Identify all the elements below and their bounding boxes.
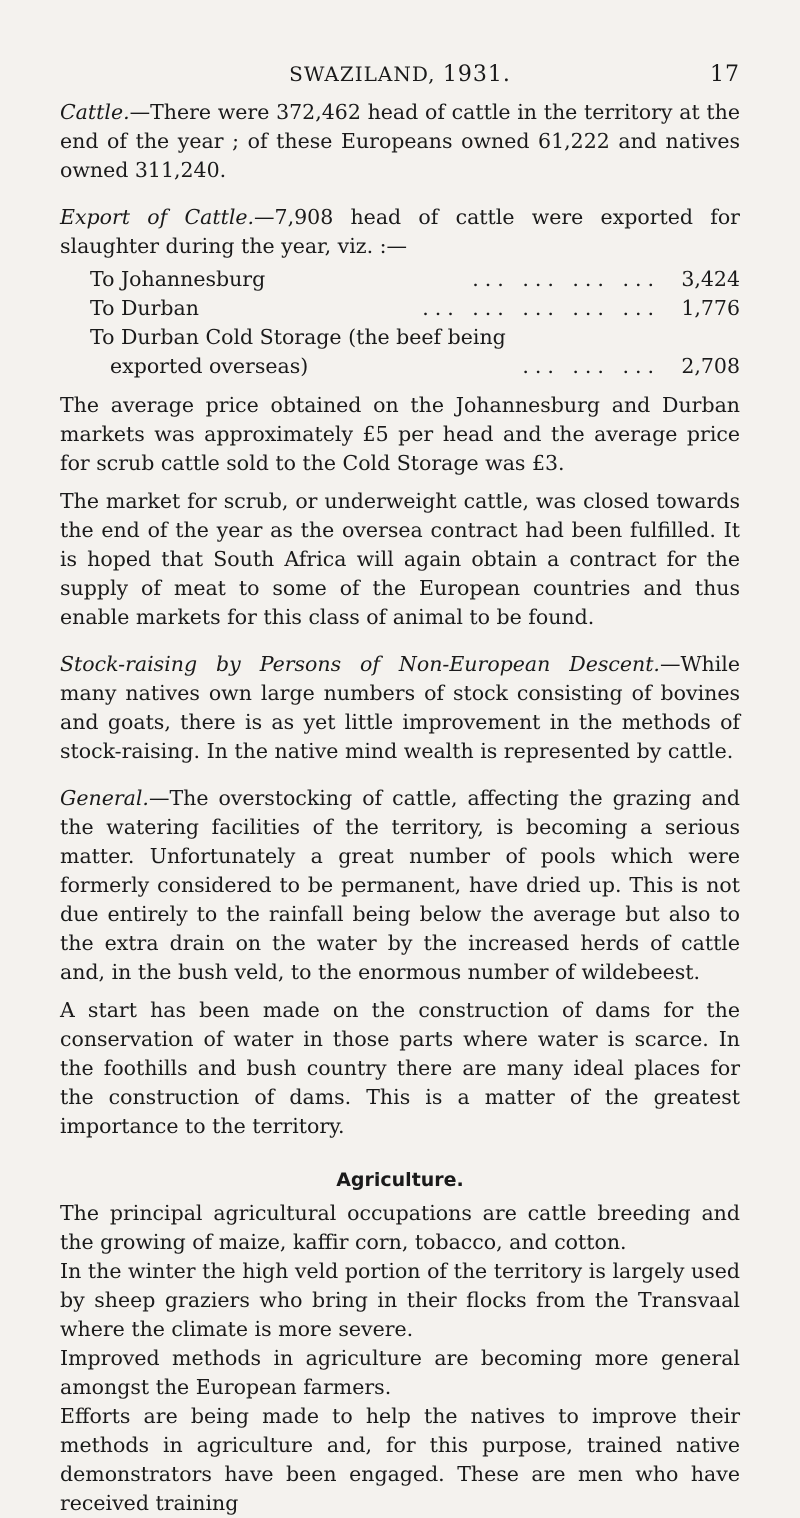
agriculture-paragraph-1: The principal agricultural occupations are cattle breeding and the growing of maize, kaffir corn, tobacco, and cotton. <box>60 1201 740 1254</box>
export-row-leader: ... ... ... ... <box>472 267 660 291</box>
average-price-paragraph: The average price obtained on the Johannesburg and Durban markets was approximately £5 per head and the average price for scrub cattle sold to the Cold Storage was £3. <box>60 393 740 475</box>
export-row-label: To Durban Cold Storage (the beef being <box>90 325 506 349</box>
export-row-cold-storage-cont <box>90 352 740 381</box>
agriculture-paragraph-4: Efforts are being made to help the natives to improve their methods in agriculture and, for this purpose, trained native demonstrators have been engaged. These are men who have received training <box>60 1404 740 1515</box>
stock-raising-text: —While many natives own large numbers of stock consisting of bovines and goats, there is as yet little improvement in the methods of stock-raising. In the native mind wealth is represented by cattle. <box>60 652 740 763</box>
general-text: —The overstocking of cattle, affecting the grazing and the watering facilities of the territory, is becoming a serious matter. Unfortunately a great number of pools which were formerly considered to be permanent, have dried up. This is not due entirely to the rainfall being below the average but also to the extra drain on the water by the increased herds of cattle and, in the bush veld, to the enormous number of wildebeest. <box>60 786 740 984</box>
export-row-leader: ... ... ... <box>522 354 660 378</box>
page-header <box>60 58 740 98</box>
agriculture-paragraph-3: Improved methods in agriculture are becoming more general amongst the European farmers. <box>60 1346 740 1399</box>
agriculture-section <box>60 1199 740 1518</box>
export-row-value: 3,424 <box>681 267 740 291</box>
export-row-value: 2,708 <box>681 354 740 378</box>
general-heading: General. <box>60 786 149 810</box>
cattle-paragraph <box>60 98 740 185</box>
scrub-market-paragraph: The market for scrub, or underweight cattle, was closed towards the end of the year as the oversea contract had been fulfilled. It is hoped that South Africa will again obtain a contract for the supply of meat to some of the European countries and thus enable markets for this class of animal to be found. <box>60 489 740 629</box>
agriculture-section-title: Agriculture. <box>336 1169 464 1191</box>
export-row-label: To Durban <box>90 296 199 320</box>
export-heading: Export of Cattle. <box>60 205 255 229</box>
cattle-text: —There were 372,462 head of cattle in the territory at the end of the year ; of these Europeans owned 61,222 and natives owned 311,240. <box>60 100 740 182</box>
page-number: 17 <box>710 62 740 87</box>
export-row-johannesburg <box>90 265 740 294</box>
export-row-label: To Johannesburg <box>90 267 266 291</box>
export-row-durban <box>90 294 740 323</box>
export-paragraph <box>60 203 740 261</box>
export-list <box>90 265 740 381</box>
running-title-year: 1931. <box>442 62 511 87</box>
dams-paragraph: A start has been made on the construction of dams for the conservation of water in those parts where water is scarce. In the foothills and bush country there are many ideal places for the construction of dams. This is a matter of the greatest importance to the territory. <box>60 998 740 1138</box>
export-row-cold-storage <box>90 323 740 352</box>
running-title <box>60 62 740 87</box>
stock-raising-heading: Stock-raising by Persons of Non-European Descent. <box>60 652 660 676</box>
agriculture-paragraph-2: In the winter the high veld portion of the territory is largely used by sheep graziers who bring in their flocks from the Transvaal where the climate is more severe. <box>60 1259 740 1341</box>
export-row-label: exported overseas) <box>110 354 309 378</box>
export-row-value: 1,776 <box>681 296 740 320</box>
cattle-heading: Cattle. <box>60 100 130 124</box>
running-title-text: SWAZILAND, <box>289 62 436 86</box>
stock-raising-paragraph <box>60 650 740 766</box>
general-paragraph <box>60 784 740 987</box>
export-row-leader: ... ... ... ... ... <box>422 296 660 320</box>
export-text: —7,908 head of cattle were exported for slaughter during the year, viz. :— <box>60 205 740 258</box>
